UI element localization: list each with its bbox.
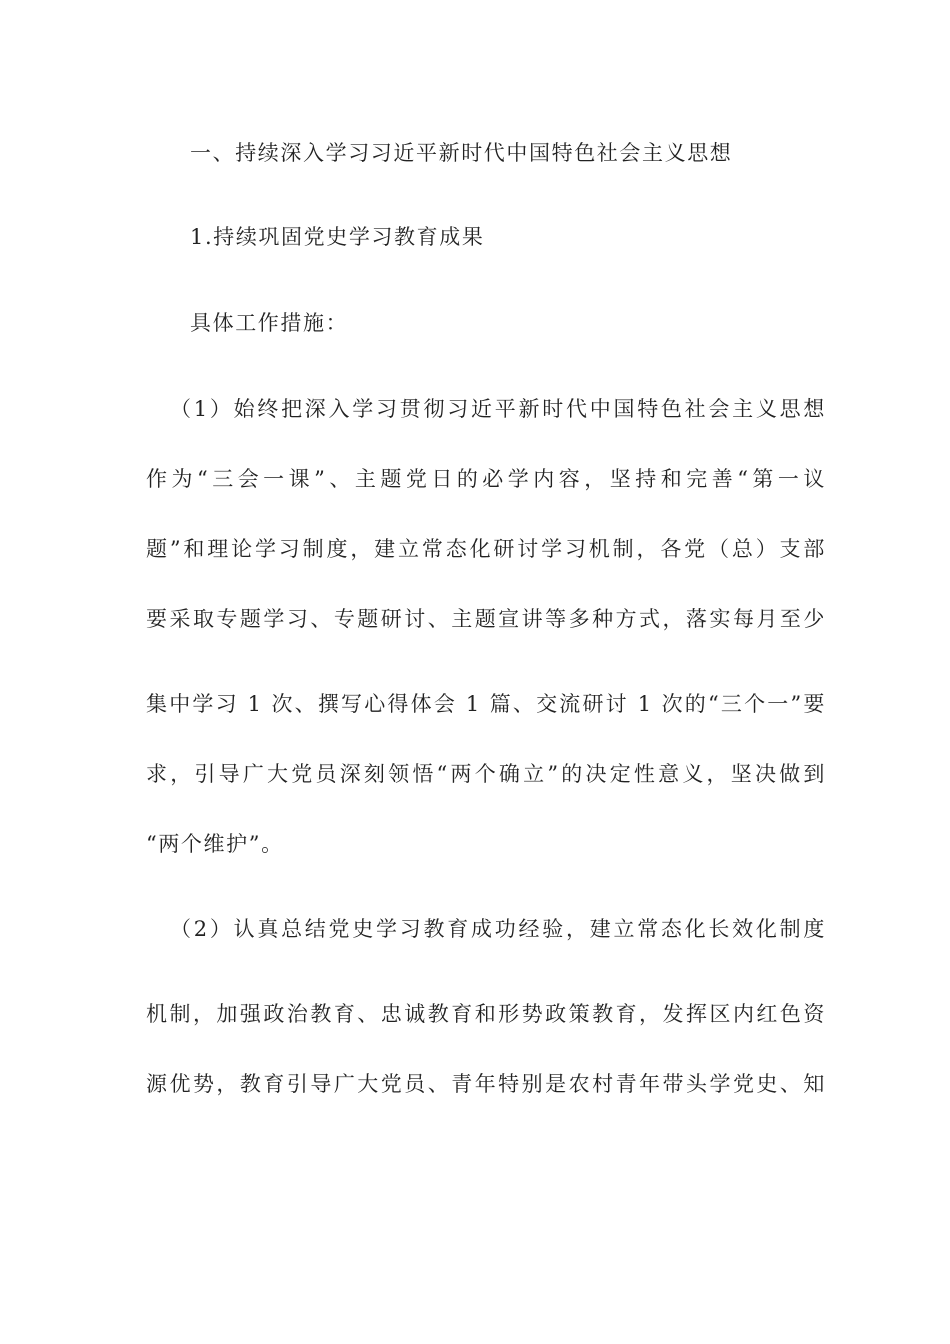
paragraph-2-line-2: 机制，加强政治教育、忠诚教育和形势政策教育，发挥区内红色资: [146, 1002, 826, 1026]
paragraph-2-line-1: （2）认真总结党史学习教育成功经验，建立常态化长效化制度: [170, 917, 826, 941]
paragraph-1-line-3: 题”和理论学习制度，建立常态化研讨学习机制，各党（总）支部: [146, 537, 826, 561]
paragraph-2-line-3: 源优势，教育引导广大党员、青年特别是农村青年带头学党史、知: [146, 1072, 826, 1096]
paragraph-1-line-1: （1）始终把深入学习贯彻习近平新时代中国特色社会主义思想: [170, 397, 826, 421]
paragraph-1-line-5: 集中学习 1 次、撰写心得体会 1 篇、交流研讨 1 次的“三个一”要: [146, 692, 826, 716]
subsection-heading: 1.持续巩固党史学习教育成果: [190, 225, 485, 249]
measures-label: 具体工作措施：: [190, 311, 349, 335]
paragraph-1-line-6: 求，引导广大党员深刻领悟“两个确立”的决定性意义，坚决做到: [146, 762, 826, 786]
paragraph-1-line-4: 要采取专题学习、专题研讨、主题宣讲等多种方式，落实每月至少: [146, 607, 826, 631]
paragraph-1-line-2: 作为“三会一课”、主题党日的必学内容，坚持和完善“第一议: [146, 467, 826, 491]
section-heading: 一、持续深入学习习近平新时代中国特色社会主义思想: [190, 141, 733, 165]
paragraph-1-line-7: “两个维护”。: [146, 832, 284, 856]
